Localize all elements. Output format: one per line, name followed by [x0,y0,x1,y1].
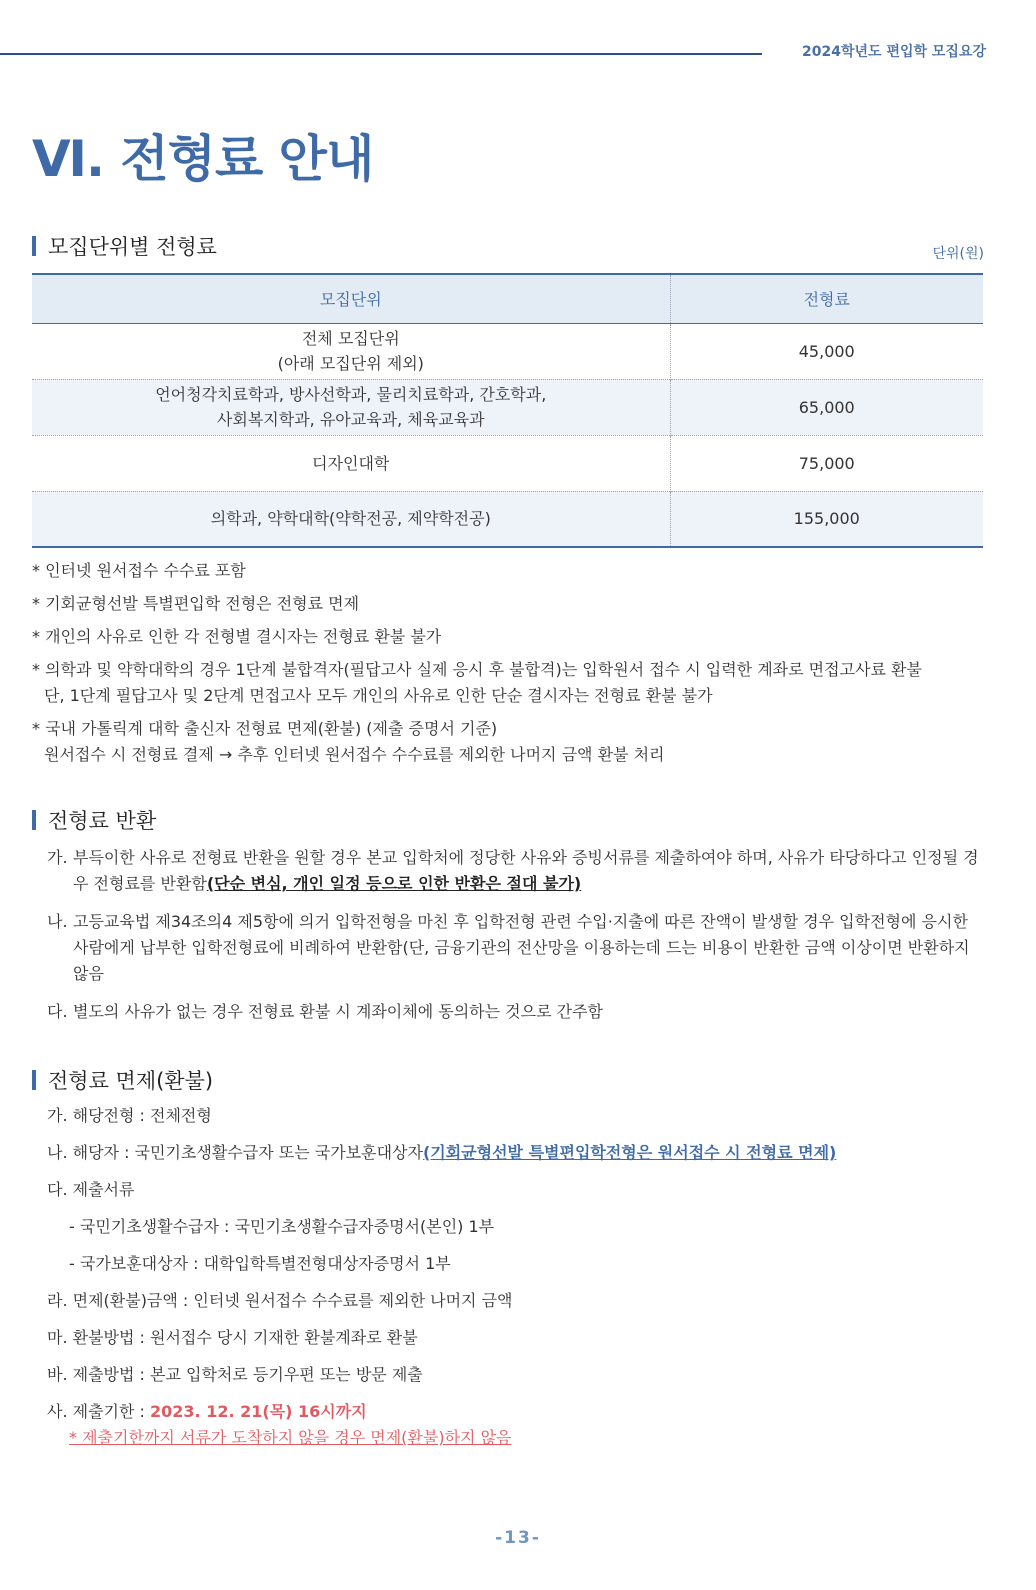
unit-line: (아래 모집단위 제외) [277,354,424,373]
section-heading-refund [32,805,156,835]
note-line: * 의학과 및 약학대학의 경우 1단계 불합격자(필답고사 실제 응시 후 불합격)는 입학원서 접수 시 입력한 계좌로 면접고사료 환불 [32,660,922,679]
section-title: 모집단위별 전형료 [48,235,217,259]
item-text: 고등교육법 제34조의4 제5항에 의거 입학전형을 마친 후 입학전형 관련 수입·지출에 따른 잔액이 발생할 경우 입학전형에 응시한 사람에게 납부한 입학전형료에 비례하여 반환함(단, 금융기관의 전산망을 이용하는데 드는 비용이 반환한 금액 이상이면 반환하지 않음 [73,912,970,983]
list-item [47,999,987,1025]
list-item: 가. 해당전형 : 전체전형 [47,1106,212,1125]
list-marker: 나. [47,912,68,931]
unit-cell: 디자인대학 [32,435,670,491]
list-item [47,909,987,987]
note-line: * 국내 가톨릭계 대학 출신자 전형료 면제(환불) (제출 증명서 기준) [32,719,498,738]
unit-label: 단위(원) [932,246,984,262]
note-line: 원서접수 시 전형료 결제 → 추후 인터넷 원서접수 수수료를 제외한 나머지 금액 환불 처리 [44,745,665,764]
section-title: 전형료 반환 [48,809,157,833]
item-text: 사. 제출기한 : [47,1402,151,1421]
sub-item: - 국민기초생활수급자 : 국민기초생활수급자증명서(본인) 1부 [69,1217,495,1236]
highlight-text: (기회균형선발 특별편입학전형은 원서접수 시 전형료 면제) [422,1143,837,1162]
unit-cell [32,323,670,379]
table-header-fee: 전형료 [670,274,983,323]
section-heading-exemption [32,1065,213,1095]
fee-table [32,273,983,548]
deadline-note: * 제출기한까지 서류가 도착하지 않을 경우 면제(환불)하지 않음 [69,1428,512,1447]
page-title: Ⅵ. 전형료 안내 [32,130,374,188]
list-item [47,1399,987,1425]
section-bar [32,1070,36,1090]
deadline-text: 2023. 12. 21(목) 16시까지 [150,1402,367,1421]
unit-line: 언어청각치료학과, 방사선학과, 물리치료학과, 간호학과, [155,385,547,404]
list-item [47,1140,987,1177]
table-row [32,435,983,491]
item-text: 나. 해당자 : 국민기초생활수급자 또는 국가보훈대상자 [47,1143,423,1162]
emphasis-text: (단순 변심, 개인 일정 등으로 인한 반환은 절대 불가) [206,874,582,893]
note-item: * 개인의 사유로 인한 각 전형별 결시자는 전형료 환불 불가 [32,627,442,646]
page-number: -13- [495,1528,541,1548]
list-item: 다. 제출서류 [47,1180,135,1199]
fee-notes [32,558,992,775]
refund-list [47,845,987,1037]
unit-line: 사회복지학과, 유아교육과, 체육교육과 [216,410,485,429]
note-item [32,716,992,768]
fee-cell: 45,000 [670,323,983,379]
note-item: * 인터넷 원서접수 수수료 포함 [32,561,246,580]
list-marker: 다. [47,1002,68,1021]
note-item [32,657,992,709]
list-item: 라. 면제(환불)금액 : 인터넷 원서접수 수수료를 제외한 나머지 금액 [47,1291,513,1310]
sub-item: - 국가보훈대상자 : 대학입학특별전형대상자증명서 1부 [69,1254,451,1273]
list-item: 바. 제출방법 : 본교 입학처로 등기우편 또는 방문 제출 [47,1365,423,1384]
header-title: 2024학년도 편입학 모집요강 [802,44,986,60]
header-rule [0,53,762,55]
fee-cell: 65,000 [670,379,983,435]
unit-line: 전체 모집단위 [301,329,400,348]
exemption-list [47,1103,987,1451]
section-bar [32,810,36,830]
fee-cell: 75,000 [670,435,983,491]
list-text [73,845,987,897]
note-line: 단, 1단계 필답고사 및 2단계 면접고사 모두 개인의 사유로 인한 단순 결시자는 전형료 환불 불가 [44,686,713,705]
table-header-unit: 모집단위 [32,274,670,323]
table-row [32,323,983,379]
unit-cell: 의학과, 약학대학(약학전공, 제약학전공) [32,491,670,547]
section-title: 전형료 면제(환불) [48,1069,214,1093]
note-item: * 기회균형선발 특별편입학 전형은 전형료 면제 [32,594,360,613]
item-text: 별도의 사유가 없는 경우 전형료 환불 시 계좌이체에 동의하는 것으로 간주함 [73,1002,603,1021]
list-item: 마. 환불방법 : 원서접수 당시 기재한 환불계좌로 환불 [47,1328,418,1347]
list-item [47,845,987,897]
table-row [32,379,983,435]
section-bar [32,236,36,256]
section-heading-fees [32,231,217,261]
unit-cell [32,379,670,435]
item-text: 부득이한 사유로 전형료 반환을 원할 경우 본교 입학처에 정당한 사유와 증빙서류를 제출하여야 하며, 사유가 타당하다고 인정될 경우 전형료를 반환함 [73,848,979,893]
list-marker: 가. [47,848,68,867]
fee-cell: 155,000 [670,491,983,547]
table-row [32,491,983,547]
